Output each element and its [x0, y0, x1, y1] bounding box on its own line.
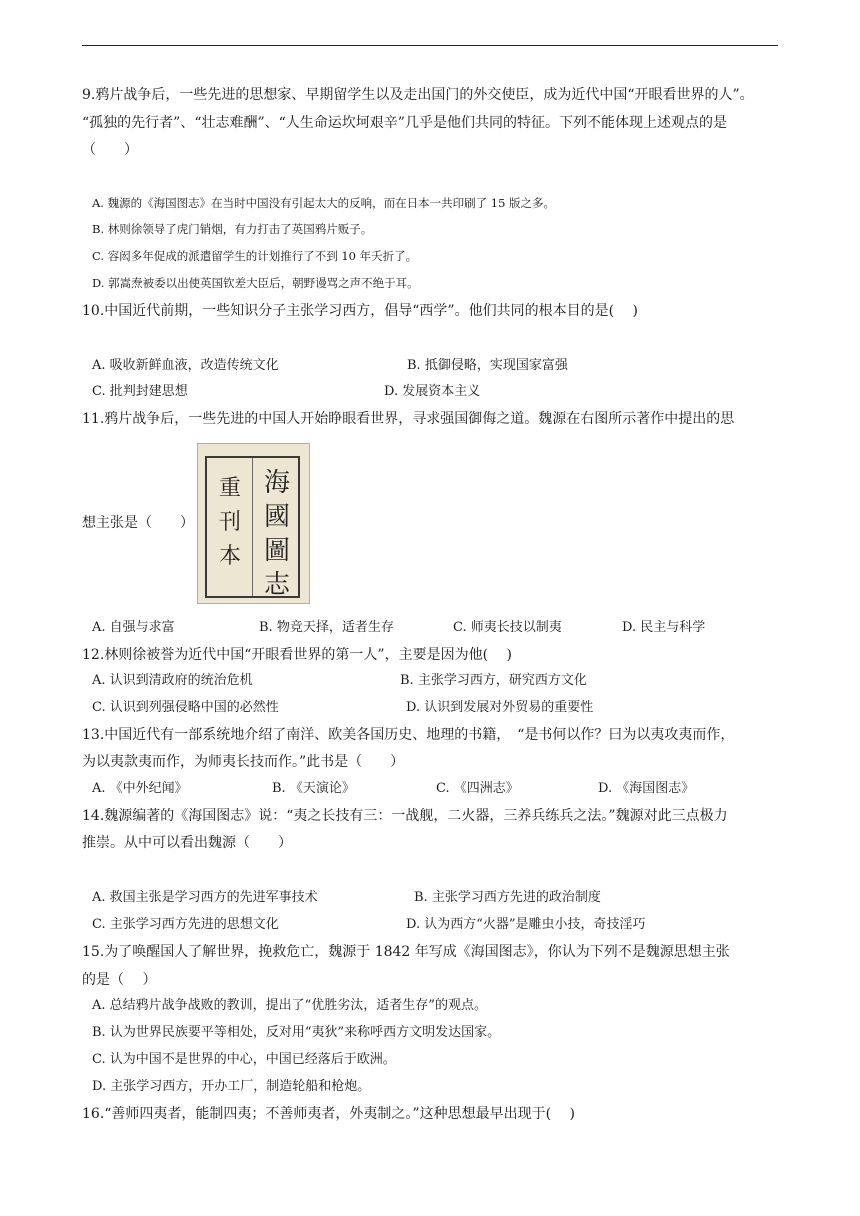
- q11-option-a[interactable]: A. 自强与求富: [92, 620, 175, 635]
- header-rule: [82, 45, 778, 46]
- q13-stem-line-2: 为以夷款夷而作，为师夷长技而作。”此书是（ ）: [82, 754, 405, 770]
- q13-option-a[interactable]: A. 《中外纪闻》: [92, 781, 188, 796]
- q16-stem: 16.“善师四夷者，能制四夷；不善师夷者，外夷制之。”这种思想最早出现于( ): [82, 1106, 575, 1122]
- seal-divider: [252, 458, 253, 596]
- q11-option-c[interactable]: C. 师夷长技以制夷: [453, 620, 562, 635]
- q15-stem-line-2: 的是（ ）: [82, 972, 157, 988]
- q14-option-b[interactable]: B. 主张学习西方先进的政治制度: [414, 890, 601, 905]
- q9-option-b[interactable]: B. 林则徐领导了虎门销烟，有力打击了英国鸦片贩子。: [92, 222, 373, 236]
- q12-stem: 12.林则徐被誉为近代中国“开眼看世界的第一人”，主要是因为他( ): [82, 647, 512, 663]
- q9-stem-line-1: 9.鸦片战争后，一些先进的思想家、早期留学生以及走出国门的外交使臣，成为近代中国“开眼看世界的人”。: [82, 87, 754, 103]
- q13-option-d[interactable]: D. 《海国图志》: [598, 781, 695, 796]
- q9-option-a[interactable]: A. 魏源的《海国图志》在当时中国没有引起太大的反响，而在日本一共印刷了 15 版之多。: [92, 196, 556, 210]
- q12-option-c[interactable]: C. 认识到列强侵略中国的必然性: [92, 700, 279, 715]
- seal-right-text: 海 國 圖 志: [263, 468, 290, 600]
- q14-option-c[interactable]: C. 主张学习西方先进的思想文化: [92, 917, 279, 932]
- q11-option-b[interactable]: B. 物竞天择，适者生存: [259, 620, 394, 635]
- q15-stem-line-1: 15.为了唤醒国人了解世界，挽救危亡，魏源于 1842 年写成《海国图志》，你认为下列不是魏源思想主张: [82, 944, 730, 960]
- seal-frame: [205, 456, 300, 598]
- q12-option-d[interactable]: D. 认识到发展对外贸易的重要性: [406, 700, 594, 715]
- q10-option-d[interactable]: D. 发展资本主义: [384, 384, 481, 399]
- q14-stem-line-1: 14.魏源编著的《海国图志》说：“夷之长技有三：一战舰，二火器，三养兵练兵之法。”魏源对此三点极力: [82, 808, 728, 824]
- q15-option-d[interactable]: D. 主张学习西方，开办工厂，制造轮船和枪炮。: [92, 1079, 371, 1094]
- q10-option-b[interactable]: B. 抵御侵略，实现国家富强: [407, 358, 568, 373]
- q14-option-d[interactable]: D. 认为西方“火器”是雕虫小技，奇技淫巧: [406, 917, 646, 932]
- q11-stem-line-1: 11.鸦片战争后，一些先进的中国人开始睁眼看世界，寻求强国御侮之道。魏源在右图所示著作中提出的思: [82, 411, 735, 427]
- q11-option-d[interactable]: D. 民主与科学: [622, 620, 706, 635]
- q12-option-a[interactable]: A. 认识到清政府的统治危机: [92, 673, 253, 688]
- q10-option-a[interactable]: A. 吸收新鲜血液，改造传统文化: [92, 358, 279, 373]
- q9-stem-line-2: “孤独的先行者”、“壮志难酬”、“人生命运坎坷艰辛”几乎是他们共同的特征。下列不能体现上述观点的是: [82, 115, 727, 131]
- seal-left-text: 重 刊 本: [218, 476, 241, 569]
- q11-stem-line-2: 想主张是（ ）: [82, 515, 194, 531]
- q14-option-a[interactable]: A. 救国主张是学习西方的先进军事技术: [92, 890, 318, 905]
- q9-stem-line-3: （ ）: [82, 142, 138, 158]
- q9-option-c[interactable]: C. 容闳多年促成的派遣留学生的计划推行了不到 10 年夭折了。: [92, 249, 418, 263]
- q15-option-c[interactable]: C. 认为中国不是世界的中心，中国已经落后于欧洲。: [92, 1052, 396, 1067]
- q13-option-b[interactable]: B. 《天演论》: [272, 781, 355, 796]
- q15-option-b[interactable]: B. 认为世界民族要平等相处，反对用“夷狄”来称呼西方文明发达国家。: [92, 1025, 501, 1040]
- q10-option-c[interactable]: C. 批判封建思想: [92, 384, 188, 399]
- q12-option-b[interactable]: B. 主张学习西方，研究西方文化: [400, 673, 587, 688]
- q15-option-a[interactable]: A. 总结鸦片战争战败的教训，提出了“优胜劣汰，适者生存”的观点。: [92, 998, 487, 1013]
- q9-option-d[interactable]: D. 郭嵩焘被委以出使英国钦差大臣后，朝野谩骂之声不绝于耳。: [92, 276, 419, 290]
- q10-stem: 10.中国近代前期，一些知识分子主张学习西方，倡导“西学”。他们共同的根本目的是( ): [82, 303, 638, 319]
- q13-option-c[interactable]: C. 《四洲志》: [436, 781, 519, 796]
- q13-stem-line-1: 13.中国近代有一部系统地介绍了南洋、欧美各国历史、地理的书籍， “是书何以作？曰为以夷攻夷而作，: [82, 727, 735, 743]
- book-cover-image: [197, 443, 310, 604]
- q14-stem-line-2: 推崇。从中可以看出魏源（ ）: [82, 835, 292, 851]
